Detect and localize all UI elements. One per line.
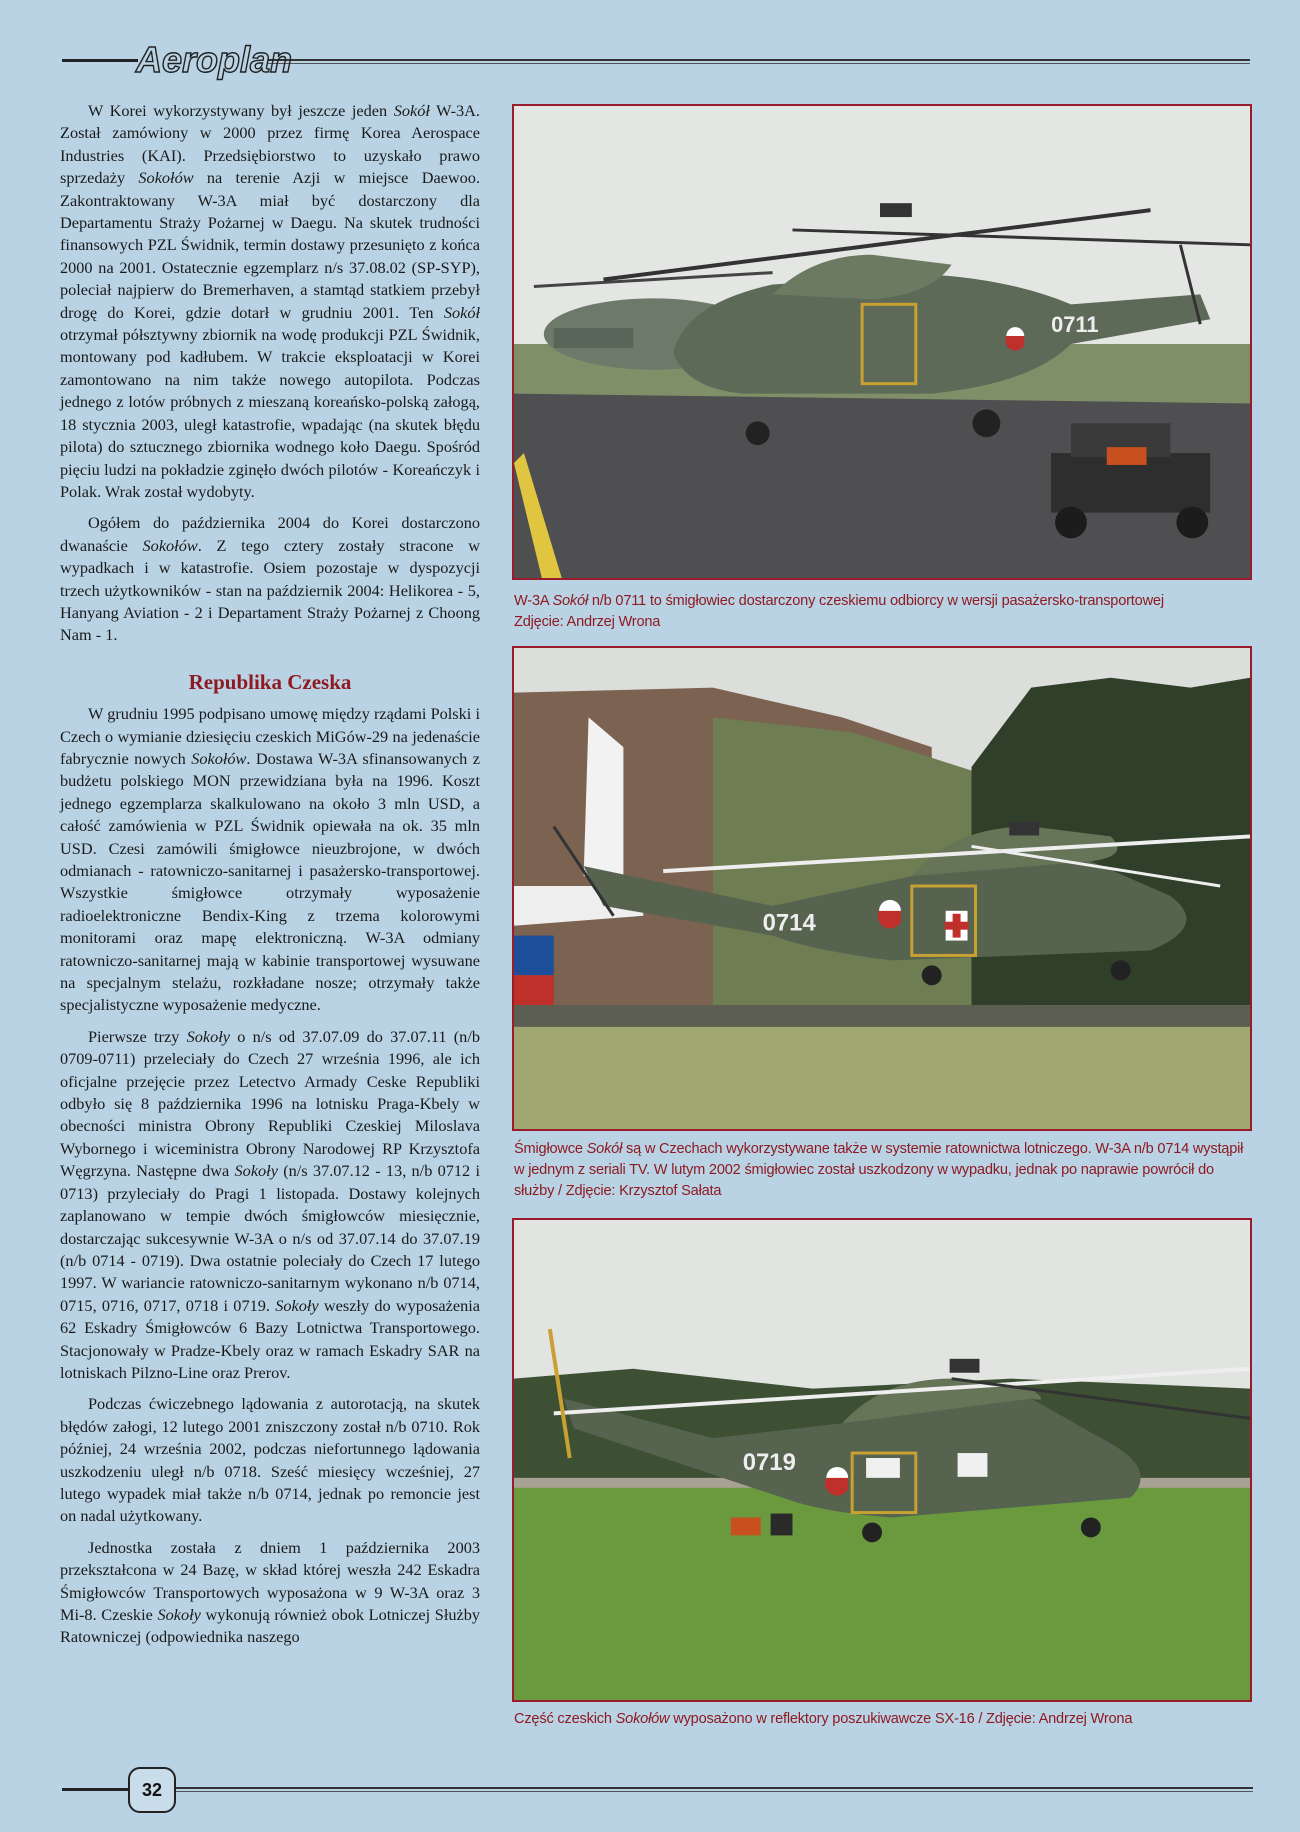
header-rule-left — [62, 59, 138, 62]
caption-photo-1: W-3A Sokół n/b 0711 to śmigłowiec dostarczony czeskiemu odbiorcy w wersji pasażersko-transportowej Zdjęcie: Andrzej Wrona — [514, 593, 1164, 630]
footer-rule-right — [176, 1787, 1253, 1789]
paragraph-czech-deal: W grudniu 1995 podpisano umowę między rządami Polski i Czech o wymianie dziesięciu czeskich MiGów-29 na jedenaście fabrycznie nowych Sokołów. Dostawa W-3A sfinansowanych z budżetu polskiego MON przewidziana była na 1996. Koszt jednego egzemplarza skalkulowano na około 3 mln USD, a całość zamówienia w PZL Świdnik opiewała na ok. 35 mln USD. Czesi zamówili śmigłowce nieuzbrojone, w dwóch odmianach - ratowniczo-sanitarnej i pasażersko-transportowej. Wszystkie śmigłowce otrzymały wyposażenie radioelektroniczne Bendix-King z trzema kolorowymi monitorami oraz mapę elektroniczną. W-3A odmiany ratowniczo-sanitarnej mają w kabinie transportowej wysuwane na specjalnym stelażu, rozkładane nosze; otrzymały także specjalistyczne wyposażenie medyczne. — [60, 704, 480, 1015]
footer-rule-right-thin — [176, 1791, 1253, 1792]
caption-photo-3: Część czeskich Sokołów wyposażono w reflektory poszukiwawcze SX-16 / Zdjęcie: Andrzej Wrona — [514, 1711, 1133, 1727]
svg-text:0714: 0714 — [762, 909, 816, 937]
svg-text:Aeroplan: Aeroplan — [136, 39, 293, 80]
paragraph-czech-unit: Jednostka została z dniem 1 października 2003 przekształcona w 24 Bazę, w skład której weszła 242 Eskadra Śmigłowców Transportowych wyposażona w 9 W-3A oraz 3 Mi-8. Czeskie Sokoły wykonują również obok Lotniczej Służby Ratowniczej (odpowiednika naszego — [60, 1537, 481, 1647]
aeroplan-logo — [134, 34, 293, 84]
paragraph-czech-accidents: Podczas ćwiczebnego lądowania z autorotacją, na skutek błędów załogi, 12 lutego 2001 zniszczony został n/b 0710. Rok później, 24 września 2002, podczas niefortunnego lądowania uszkodzeniu uległ n/b 0718. Sześć miesięcy wcześniej, 27 lutego wypadek miał także n/b 0714, jednak po remoncie jest on nadal użytkowany. — [60, 1394, 480, 1526]
paragraph-korea-summary: Ogółem do października 2004 do Korei dostarczono dwanaście Sokołów. Z tego cztery zostały stracone w wypadkach i w katastrofie. Osiem pozostaje w dyspozycji trzech użytkowników - stan na październik 2004: Helikorea - 5, Hanyang Aviation - 2 i Departament Straży Pożarnej z Choong Nam - 1. — [60, 513, 480, 645]
paragraph-czech-deliveries: Pierwsze trzy Sokoły o n/s od 37.07.09 do 37.07.11 (n/b 0709-0711) przeleciały do Czech 27 września 1996, ale ich oficjalne przejęcie przez Letectvo Armady Ceske Republiki odbyło się 8 października 1996 na lotnisku Praga-Kbely w obecności ministra Obrony Republiki Czeskiej Miloslava Wybornego i wiceministra Obrony Narodowej RP Krzysztofa Węgrzyna. Następne dwa Sokoły (n/s 37.07.12 - 13, n/b 0712 i 0713) przyleciały do Pragi 1 listopada. Dostawy kolejnych zaplanowano w tempie dwóch śmigłowców miesięcznie, dostarczając sukcesywnie W-3A o n/s od 37.07.14 do 37.07.19 (n/b 0714 - 0719). Dwa ostatnie poleciały do Czech 17 lutego 1997. W wariancie ratowniczo-sanitarnym wykonano n/b 0714, 0715, 0716, 0717, 0718 i 0719. Sokoły weszły do wyposażenia 62 Eskadry Śmigłowców 6 Bazy Lotnictwa Transportowego. Stacjonowały w Pradze-Kbely oraz w ramach Eskadry SAR na lotniskach Pilzno-Line oraz Prerov. — [60, 1026, 481, 1382]
section-heading: Republika Czeska — [188, 669, 352, 694]
header-rule-right-thin — [268, 63, 1250, 64]
caption-photo-2: Śmigłowce Sokół są w Czechach wykorzystywane także w systemie ratownictwa lotniczego. W-3A n/b 0714 wystąpił w jednym z seriali TV. W lutym 2002 śmigłowiec został uszkodzony w wypadku, jednak po naprawie powrócił do służby / Zdjęcie: Krzysztof Sałata — [514, 1141, 1244, 1199]
header-rule-right — [268, 59, 1250, 61]
photo-helicopter-0719 — [512, 1218, 1252, 1702]
article-column — [60, 100, 480, 1649]
footer-rule-left — [62, 1788, 130, 1791]
photo-helicopter-0711 — [512, 104, 1252, 580]
photo-helicopter-0714 — [512, 646, 1252, 1131]
page-number: 32 — [128, 1767, 176, 1813]
svg-text:0711: 0711 — [1051, 312, 1099, 338]
paragraph-korea: W Korei wykorzystywany był jeszcze jeden Sokół W-3A. Został zamówiony w 2000 przez firmę Korea Aerospace Industries (KAI). Przedsiębiorstwo to uzyskało prawo sprzedaży Sokołów na terenie Azji w miejsce Daewoo. Zakontraktowany W-3A miał być dostarczony dla Departamentu Straży Pożarnej w Daegu. Na skutek trudności finansowych PZL Świdnik, termin dostawy przesunięto z końca 2000 na 2001. Ostatecznie egzemplarz n/s 37.08.02 (SP-SYP), poleciał najpierw do Bremerhaven, a stamtąd statkiem przebył drogę do Korei, gdzie dotarł w grudniu 2001. Ten Sokół otrzymał półsztywny zbiornik na wodę produkcji PZL Świdnik, montowany pod kadłubem. W trakcie eksploatacji w Korei zamontowano na nim także nowego autopilota. Podczas jednego z lotów próbnych z mieszaną koreańsko-polską załogą, 18 stycznia 2003, uległ katastrofie, wpadając (na skutek błędu pilota) do sztucznego zbiornika wodnego koło Daegu. Spośród pięciu ludzi na pokładzie zginęło dwóch pilotów - Koreańczyk i Polak. Wrak został wydobyty. — [60, 101, 481, 501]
svg-text:0719: 0719 — [742, 1448, 796, 1476]
